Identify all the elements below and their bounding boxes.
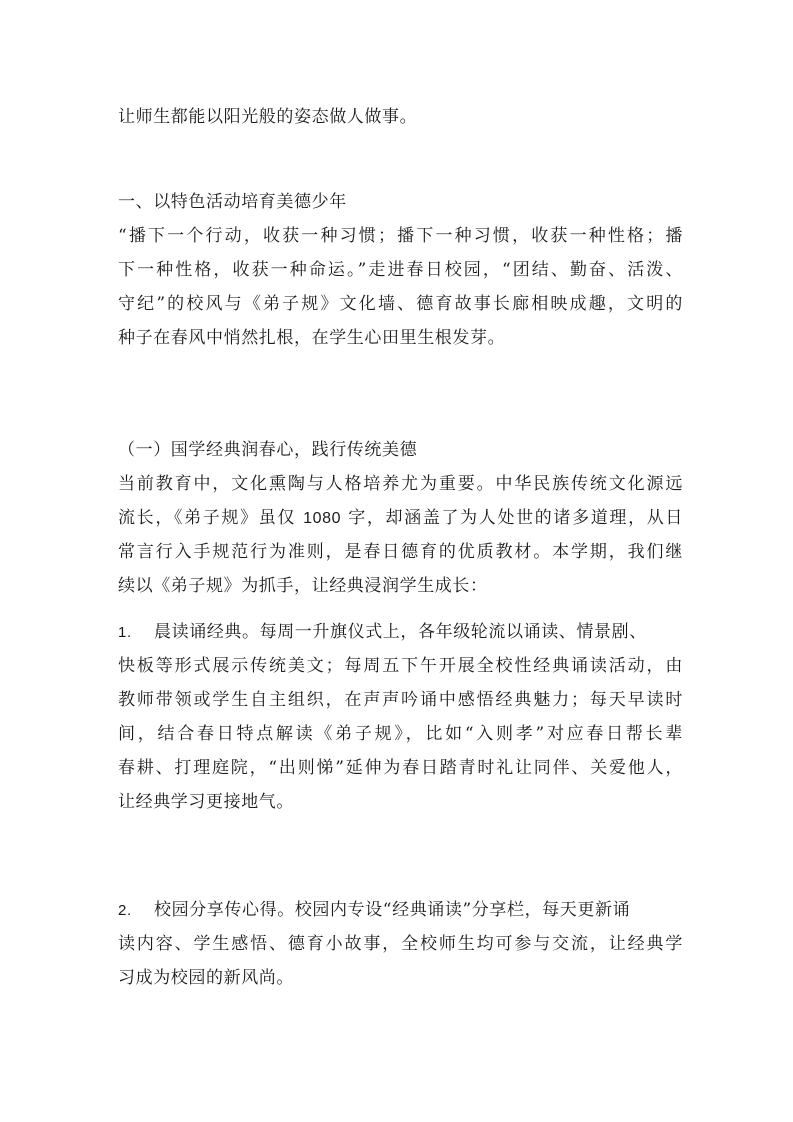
list-item-two-first-line [118,893,683,927]
subsection-one-heading: （一）国学经典润春心，践行传统美德 [118,440,418,460]
list-item-one-line: 间，结合春日特点解读《弟子规》，比如“入则孝”对应春日帮长辈 [118,724,683,744]
section-one-line: 下一种性格，收获一种命运。”走进春日校园，“团结、勤奋、活泼、 [118,260,683,280]
subsection-one-line: 续以《弟子规》为抓手，让经典浸润学生成长： [118,576,488,596]
list-text: 晨读诵经典。每周一升旗仪式上，各年级轮流以诵读、情景剧、 [154,622,647,642]
subsection-one [118,433,683,603]
list-item-one-first-line [118,615,683,649]
list-item-one-line: 春耕、打理庭院，“出则悌”延伸为春日踏青时礼让同伴、关爱他人， [118,758,683,778]
list-item-two-line: 习成为校园的新风尚。 [118,968,294,988]
intro-line: 让师生都能以阳光般的姿态做人做事。 [118,107,418,127]
list-item-one-line: 让经典学习更接地气。 [118,792,294,812]
section-one-line: “播下一个行动，收获一种习惯；播下一种习惯，收获一种性格；播 [118,226,683,246]
subsection-one-line [118,501,683,535]
section-one [118,185,683,355]
list-item-two-line: 读内容、学生感悟、德育小故事，全校师生均可参与交流，让经典学 [118,934,683,954]
list-item-two [118,893,683,995]
section-one-line: 守纪”的校风与《弟子规》文化墙、德育故事长廊相映成趣，文明的 [118,294,683,314]
intro-paragraph [118,100,683,134]
list-text: 校园分享传心得。校园内专设“经典诵读”分享栏，每天更新诵 [154,900,631,920]
list-item-one [118,615,683,819]
list-number: 1. [118,624,132,641]
section-one-line: 种子在春风中悄然扎根，在学生心田里生根发芽。 [118,328,506,348]
list-item-one-line: 教师带领或学生自主组织，在声声吟诵中感悟经典魅力；每天早读时 [118,690,683,710]
text-fragment: 字，却涵盖了为人处世的诸多道理，从日 [341,508,683,528]
subsection-one-line: 常言行入手规范行为准则，是春日德育的优质教材。本学期，我们继 [118,542,683,562]
text-fragment: 流长，《弟子规》虽仅 [118,508,304,528]
list-item-one-line: 快板等形式展示传统美文；每周五下午开展全校性经典诵读活动，由 [118,656,683,676]
list-number: 2. [118,902,132,919]
subsection-one-line: 当前教育中，文化熏陶与人格培养尤为重要。中华民族传统文化源远 [118,474,683,494]
character-count: 1080 [303,510,342,527]
section-one-heading: 一、以特色活动培育美德少年 [118,192,347,212]
